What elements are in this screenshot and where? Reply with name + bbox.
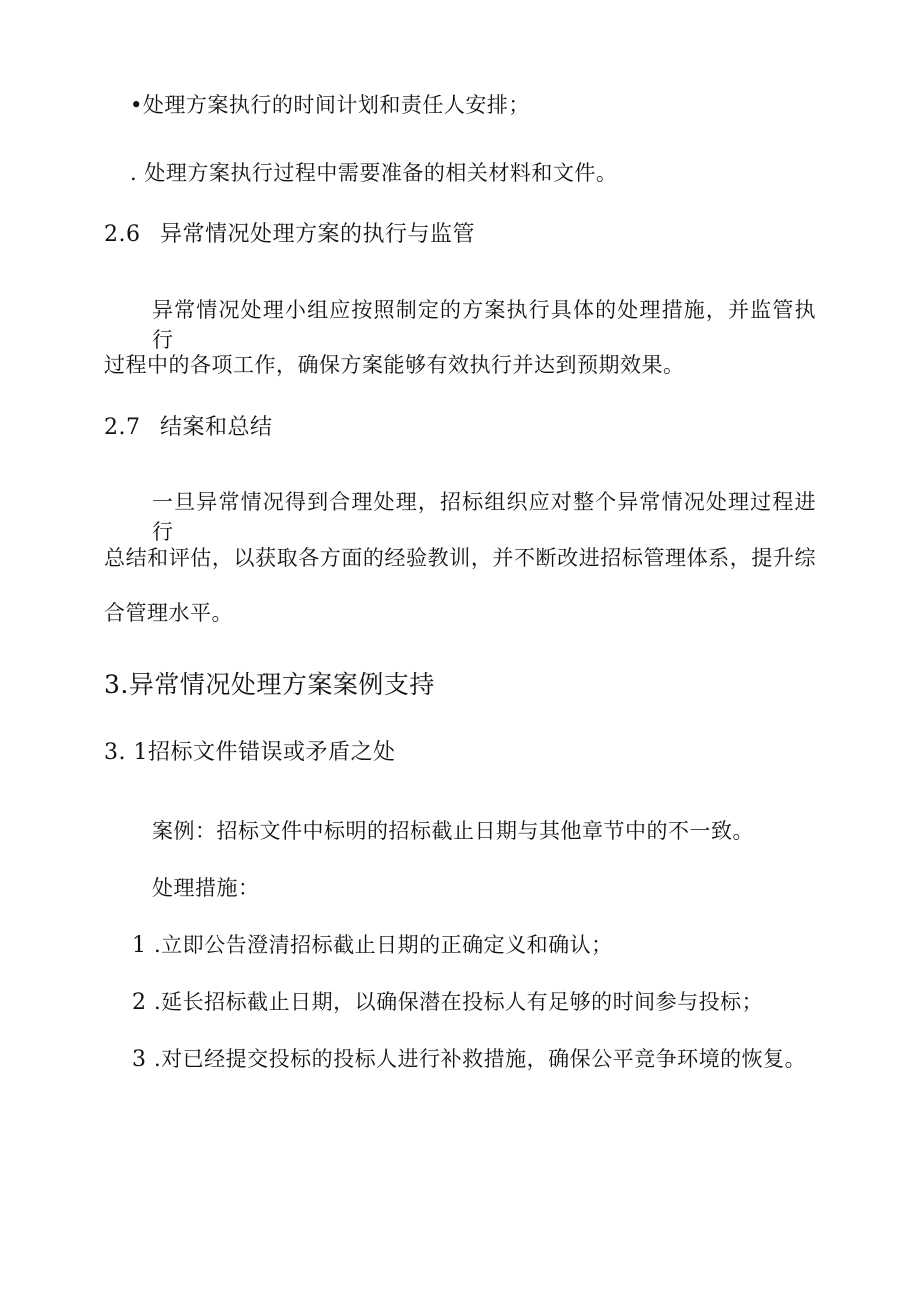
paragraph-2-6-line-2: 过程中的各项工作，确保方案能够有效执行并达到预期效果。 <box>104 353 685 377</box>
measure-number: 2 <box>132 990 147 1015</box>
section-number: 2.6 <box>104 222 141 247</box>
section-title: 异常情况处理方案的执行与监管 <box>160 222 476 247</box>
paragraph-2-6-line-1: 异常情况处理小组应按照制定的方案执行具体的处理措施，并监管执行 <box>152 298 816 352</box>
measure-item-2 <box>132 987 763 1018</box>
paragraph-2-7-line-3: 合管理水平。 <box>104 601 233 625</box>
measure-item-3 <box>132 1044 806 1075</box>
paragraph-2-7-line-1: 一旦异常情况得到合理处理，招标组织应对整个异常情况处理过程进行 <box>152 490 816 544</box>
section-3-1-heading: 3. 1招标文件错误或矛盾之处 <box>104 740 396 765</box>
measure-text: .对已经提交投标的投标人进行补救措施，确保公平竞争环境的恢复。 <box>154 1047 807 1071</box>
paragraph-2-7-line-2: 总结和评估，以获取各方面的经验教训，并不断改进招标管理体系，提升综 <box>104 546 816 570</box>
section-2-6-heading <box>104 220 475 250</box>
section-2-7-heading <box>104 413 273 443</box>
section-number: 2.7 <box>104 415 141 440</box>
chapter-3-heading: 3.异常情况处理方案案例支持 <box>104 670 435 699</box>
section-title: 结案和总结 <box>160 415 273 440</box>
measure-item-1 <box>132 930 613 961</box>
measure-text: .立即公告澄清招标截止日期的正确定义和确认； <box>154 933 613 957</box>
measures-label: 处理措施： <box>152 876 260 900</box>
case-text: 案例：招标文件中标明的招标截止日期与其他章节中的不一致。 <box>152 819 754 843</box>
bullet-item-2: . 处理方案执行过程中需要准备的相关材料和文件。 <box>130 161 618 185</box>
measure-text: .延长招标截止日期，以确保潜在投标人有足够的时间参与投标； <box>154 990 764 1014</box>
bullet-item-1: •处理方案执行的时间计划和责任人安排； <box>130 93 530 117</box>
measure-number: 1 <box>132 933 147 958</box>
measure-number: 3 <box>132 1047 147 1072</box>
